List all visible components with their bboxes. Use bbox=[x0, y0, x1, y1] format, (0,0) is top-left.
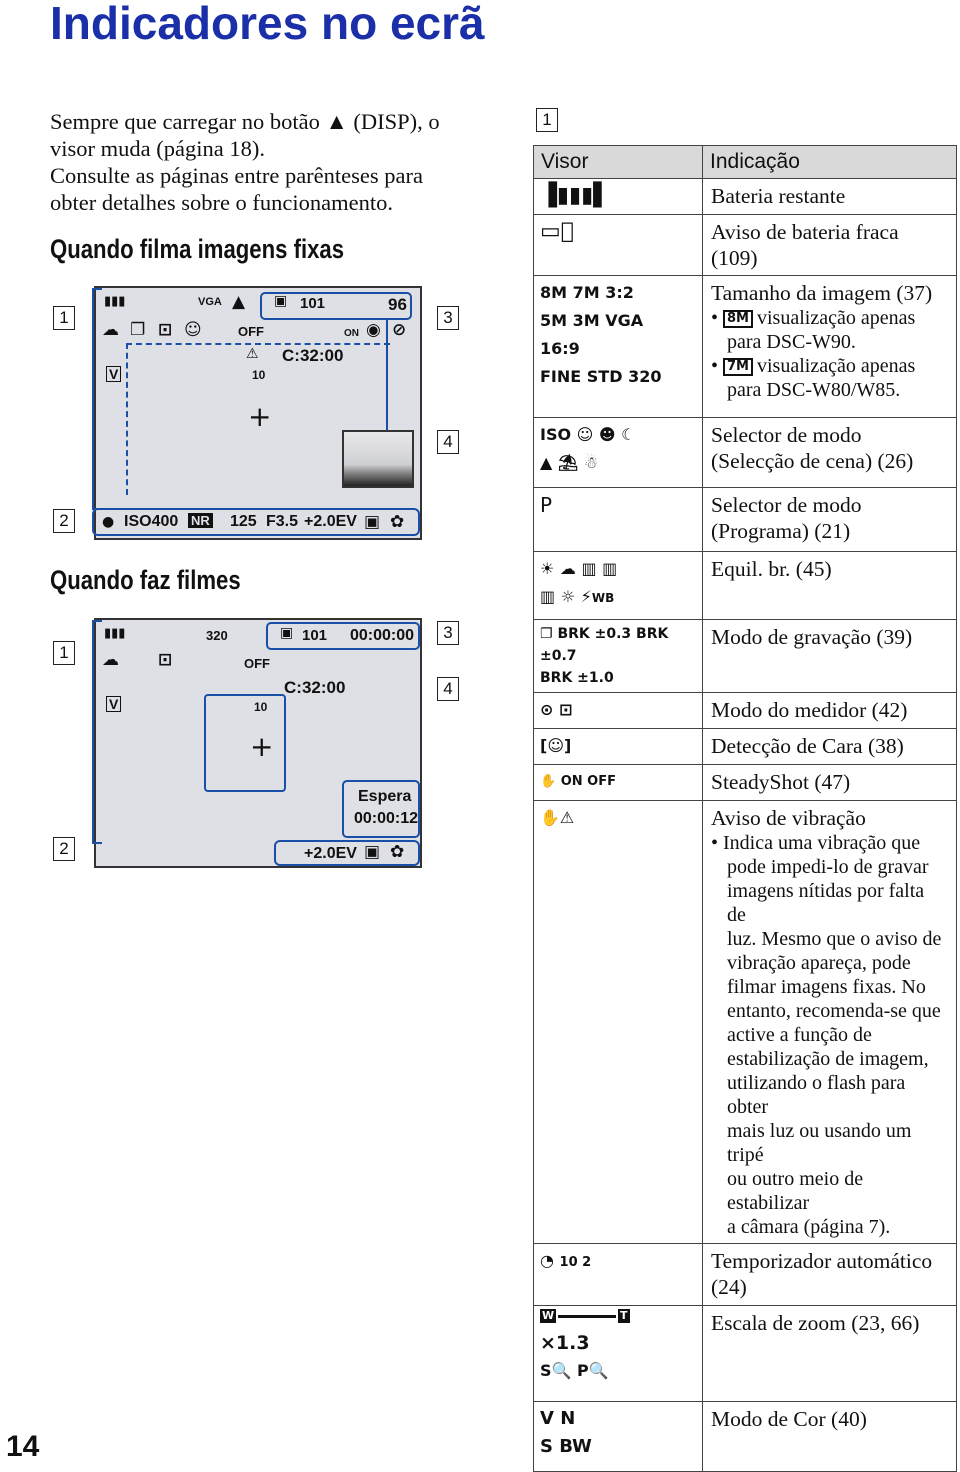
auto-mode-icon: ☁ bbox=[102, 320, 119, 340]
vibration-note-10: utilizando o flash para obter bbox=[727, 1072, 906, 1118]
recording-dot-icon: ● bbox=[102, 514, 115, 530]
movie-center-cross-icon: + bbox=[250, 730, 274, 763]
still-lcd-screen bbox=[94, 286, 422, 540]
capacity: C:32:00 bbox=[282, 346, 344, 365]
section-heading-movie: Quando faz filmes bbox=[50, 565, 241, 595]
image-size-icons-row1: 8M 7M 3:2 bbox=[540, 283, 634, 302]
movie-folder-number: 101 bbox=[302, 627, 328, 644]
image-size-note-2b: para DSC-W80/W85. bbox=[727, 379, 901, 401]
box-label-1-movie: 1 bbox=[53, 641, 75, 665]
vibration-warning-icon: ⚠ bbox=[246, 346, 259, 362]
intro-line-3: Consulte as páginas entre parênteses para bbox=[50, 163, 423, 188]
image-size-cell bbox=[703, 276, 957, 418]
movie-meter-icon: ⊡ bbox=[158, 650, 173, 670]
self-timer-icon: 10 bbox=[252, 368, 266, 382]
bracket-icons bbox=[534, 620, 703, 693]
standby-time: 00:00:12 bbox=[354, 810, 419, 827]
wb-flash-icon: WB bbox=[591, 591, 615, 605]
color-mode: Modo de Cor (40) bbox=[703, 1402, 957, 1472]
color-mode-icon: V bbox=[106, 366, 121, 382]
center-cross-icon: + bbox=[248, 400, 272, 433]
program-icon: P bbox=[534, 488, 703, 552]
image-size-icons bbox=[534, 276, 703, 418]
table-row bbox=[534, 801, 957, 1244]
meter-mode-icons: ⊙ ⊡ bbox=[534, 693, 703, 729]
table-row bbox=[534, 488, 957, 552]
header-indicacao: Indicação bbox=[703, 146, 957, 179]
table-row bbox=[534, 215, 957, 276]
battery-remaining: Bateria restante bbox=[703, 179, 957, 215]
table-box-label: 1 bbox=[536, 108, 558, 132]
page-number: 14 bbox=[6, 1430, 40, 1463]
movie-memory-icon: ▣ bbox=[280, 625, 294, 641]
meter-icon: ⊡ bbox=[158, 320, 173, 340]
histogram-image bbox=[342, 430, 414, 488]
battery-low-warning: Aviso de bateria fraca (109) bbox=[703, 215, 957, 276]
header-visor: Visor bbox=[534, 146, 703, 179]
table-row bbox=[534, 1306, 957, 1402]
steadyshot: SteadyShot (47) bbox=[703, 765, 957, 801]
intro-line-4: obter detalhes sobre o funcionamento. bbox=[50, 190, 394, 215]
zoom-bar: W T bbox=[542, 1309, 628, 1322]
vibration-warning: Aviso de vibração bbox=[711, 806, 866, 830]
wb-sun-cloud-fluor-icon: ☀ ☁ ▥ ▥ bbox=[540, 559, 618, 578]
red-eye-icon: ◉ bbox=[366, 320, 381, 340]
shutter-speed: 125 bbox=[230, 513, 257, 530]
image-size-note-2: • 7M visualização apenas bbox=[711, 355, 916, 377]
box-label-4-movie: 4 bbox=[437, 677, 459, 701]
box-label-2-movie: 2 bbox=[53, 837, 75, 861]
battery-low-icon: ▭⃥ bbox=[534, 215, 703, 276]
program-selector: Selector de modo (Programa) (21) bbox=[703, 488, 957, 552]
vibration-note-5: vibração apareça, pode bbox=[727, 952, 911, 974]
flash-on-icon: ON bbox=[344, 328, 359, 339]
scene-icons bbox=[534, 418, 703, 488]
shot-count: 96 bbox=[388, 295, 407, 314]
portrait-icon: ☺ ☻ ☾ bbox=[576, 425, 636, 444]
self-timer: Temporizador automático (24) bbox=[703, 1244, 957, 1306]
meter-mode: Modo do medidor (42) bbox=[703, 693, 957, 729]
metering-icon: ▣ bbox=[364, 512, 381, 532]
table-row bbox=[534, 620, 957, 693]
landscape-icon: ▲ bbox=[232, 292, 246, 312]
movie-timer-icon: 10 bbox=[254, 700, 268, 714]
vibration-cell bbox=[703, 801, 957, 1244]
bracket-icons-row2: BRK ±1.0 bbox=[540, 670, 614, 686]
vibration-note-7: entanto, recomenda-se que bbox=[727, 1000, 941, 1022]
indicator-table bbox=[533, 145, 957, 1472]
movie-lcd-screen bbox=[94, 618, 422, 868]
table-row bbox=[534, 729, 957, 765]
zoom-search-icons: S🔍 P🔍 bbox=[540, 1361, 609, 1380]
vibration-note-4: luz. Mesmo que o aviso de bbox=[727, 928, 942, 950]
zoom-icons bbox=[534, 1306, 703, 1402]
table-row bbox=[534, 276, 957, 418]
vibration-note-11: mais luz ou usando um tripé bbox=[727, 1120, 912, 1166]
movie-color-mode-icon: V bbox=[106, 696, 121, 712]
image-size-note-1b: para DSC-W90. bbox=[727, 331, 856, 353]
zoom-factor: ×1.3 bbox=[540, 1332, 590, 1354]
self-timer-icons: ◔ 10 2 bbox=[534, 1244, 703, 1306]
movie-capacity: C:32:00 bbox=[284, 678, 346, 697]
vibration-note-8: active a função de bbox=[727, 1024, 872, 1046]
movie-auto-icon: ☁ bbox=[102, 650, 119, 670]
zoom-scale: Escala de zoom (23, 66) bbox=[703, 1306, 957, 1402]
table-row bbox=[534, 1402, 957, 1472]
burst-icon: ❐ bbox=[130, 320, 146, 340]
steady-shot-icon: OFF bbox=[238, 324, 264, 339]
white-balance-icons: ☀ ☁ ▥ ▥ ▥ ☼ ⚡WB bbox=[534, 552, 703, 620]
table-row bbox=[534, 1244, 957, 1306]
movie-metering-icon: ▣ bbox=[364, 842, 381, 862]
face-detection: Detecção de Cara (38) bbox=[703, 729, 957, 765]
table-row bbox=[534, 179, 957, 215]
table-row bbox=[534, 765, 957, 801]
image-size-icons-row4: FINE STD 320 bbox=[540, 367, 662, 386]
battery-full-icon: ▐▮▮▮▌ bbox=[534, 179, 703, 215]
image-size-text: Tamanho da imagem (37) bbox=[711, 281, 933, 305]
table-row bbox=[534, 552, 957, 620]
box-label-4-still: 4 bbox=[437, 430, 459, 454]
image-size-icons-row2: 5M 3M VGA bbox=[540, 311, 644, 330]
white-balance: Equil. br. (45) bbox=[703, 552, 957, 620]
color-mode-icons bbox=[534, 1402, 703, 1472]
box-label-1-still: 1 bbox=[53, 306, 75, 330]
vibration-note-6: filmar imagens fixas. No bbox=[727, 976, 926, 998]
vibration-note-3: imagens nítidas por falta de bbox=[727, 880, 925, 926]
page-title: Indicadores no ecrã bbox=[50, 0, 485, 49]
image-size-7m-icon: 7M bbox=[723, 358, 753, 376]
image-size-icons-row3: 16:9 bbox=[540, 339, 580, 358]
bracket-1 bbox=[92, 288, 102, 510]
aperture: F3.5 bbox=[266, 513, 299, 530]
color-mode-icons-row2: S BW bbox=[540, 1436, 592, 1457]
movie-macro-icon: ✿ bbox=[390, 842, 405, 862]
section-heading-still: Quando filma imagens fixas bbox=[50, 234, 345, 264]
vibration-note-9: estabilização de imagem, bbox=[727, 1048, 929, 1070]
image-size-icon: VGA bbox=[198, 296, 222, 308]
movie-quality: 320 bbox=[206, 628, 228, 643]
movie-steady-icon: OFF bbox=[244, 656, 270, 671]
table-row bbox=[534, 693, 957, 729]
face-detection-icon: [☺] bbox=[534, 729, 703, 765]
image-size-8m-icon: 8M bbox=[723, 310, 753, 328]
box-label-3-movie: 3 bbox=[437, 621, 459, 645]
folder-number: 101 bbox=[300, 295, 326, 312]
vibration-warning-table-icon: ✋⚠ bbox=[534, 801, 703, 1244]
vibration-note-1: • Indica uma vibração que bbox=[711, 832, 921, 854]
battery-icon: ▮▮▮ bbox=[104, 294, 126, 309]
vibration-note-2: pode impedi-lo de gravar bbox=[727, 856, 929, 878]
scene-selector: Selector de modo (Selecção de cena) (26) bbox=[703, 418, 957, 488]
nr-badge: NR bbox=[188, 513, 213, 528]
table-row bbox=[534, 418, 957, 488]
movie-battery-icon: ▮▮▮ bbox=[104, 626, 126, 641]
vibration-note-13: a câmara (página 7). bbox=[727, 1216, 891, 1238]
table-header-row bbox=[534, 146, 957, 179]
bracket-icons-row1: ❐ BRK ±0.3 BRK ±0.7 bbox=[540, 626, 669, 664]
movie-bracket-1 bbox=[92, 620, 102, 844]
iso-value: ISO400 bbox=[124, 513, 179, 530]
movie-exposure-value: +2.0EV bbox=[304, 845, 357, 862]
movie-focus-frame bbox=[204, 694, 286, 792]
memory-icon: ▣ bbox=[274, 293, 288, 309]
box-label-3-still: 3 bbox=[437, 306, 459, 330]
standby-label: Espera bbox=[358, 788, 412, 805]
macro-icon: ✿ bbox=[390, 512, 405, 532]
exposure-value: +2.0EV bbox=[304, 513, 357, 530]
movie-time: 00:00:00 bbox=[350, 627, 415, 644]
box-label-2-still: 2 bbox=[53, 509, 75, 533]
intro-line-1: Sempre que carregar no botão ▲ (DISP), o bbox=[50, 109, 440, 134]
color-mode-icons-row1: V N bbox=[540, 1408, 576, 1429]
steadyshot-icons: ✋ ON OFF bbox=[534, 765, 703, 801]
image-size-note-1: • 8M visualização apenas bbox=[711, 307, 916, 329]
flash-off-icon: ⊘ bbox=[392, 320, 407, 340]
face-detect-icon: ☺ bbox=[184, 320, 202, 340]
iso-scene-icon: ISO bbox=[540, 425, 572, 444]
recording-mode: Modo de gravação (39) bbox=[703, 620, 957, 693]
landscape-beach-snow-icon: ▲ ⛱ ☃ bbox=[540, 453, 599, 472]
vibration-note-12: ou outro meio de estabilizar bbox=[727, 1168, 864, 1214]
intro-line-2: visor muda (página 18). bbox=[50, 136, 265, 161]
